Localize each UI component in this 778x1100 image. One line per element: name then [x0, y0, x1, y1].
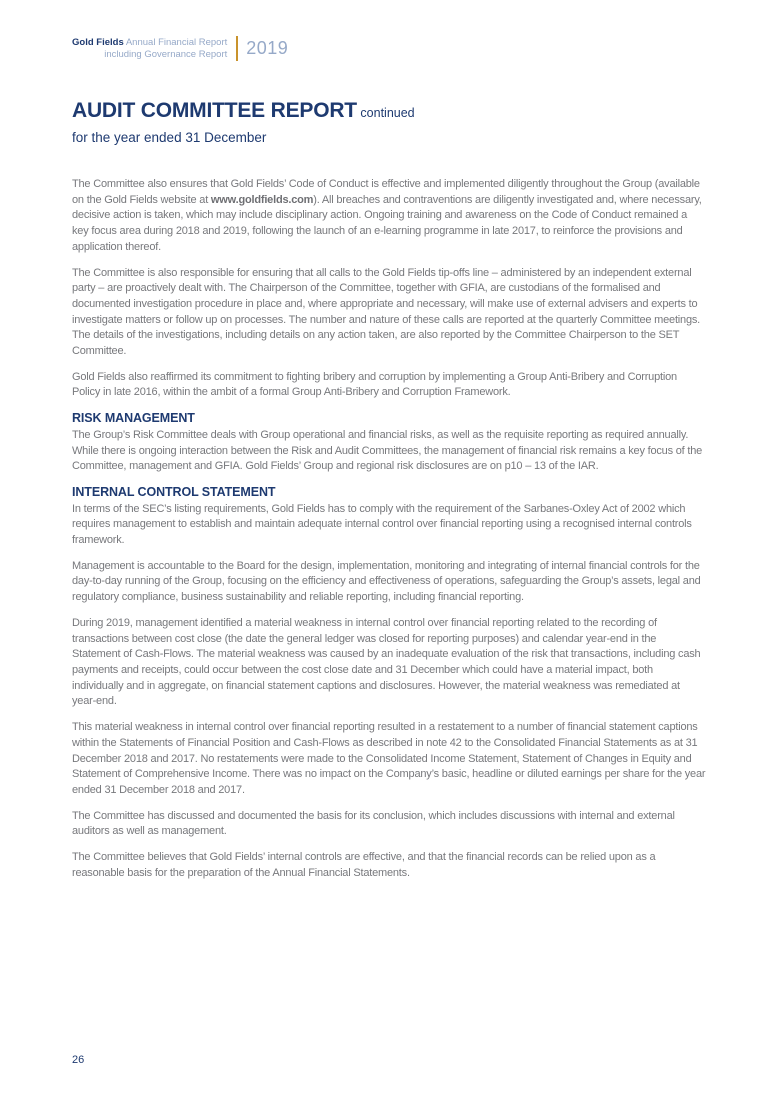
brand-text [72, 37, 227, 60]
paragraph-controls-effective: The Committee believes that Gold Fields’ internal controls are effective, and that the financial records can be relied upon as a reasonable basis for the preparation of the Annual Financial Statements. [72, 851, 656, 879]
brand-name: Gold Fields [72, 37, 124, 48]
page-title-main: AUDIT COMMITTEE REPORT [72, 99, 357, 122]
paragraph-management-accountable: Management is accountable to the Board for the design, implementation, monitoring and integrating of internal financial controls for the day-to-day running of the Group, focusing on the efficiency and effectiveness of operations, safeguarding the Group’s assets, legal and regulatory compliance, business sustainability and reliable reporting, including financial reporting. [72, 559, 701, 604]
section-heading-risk-management: RISK MANAGEMENT [72, 411, 195, 426]
paragraph-sec-listing-requirements: In terms of the SEC’s listing requirements, Gold Fields has to comply with the requirement of the Sarbanes-Oxley Act of 2002 which requires management to establish and maintain adequate internal control over financial reporting using a recognised internal controls framework. [72, 502, 692, 547]
report-header [72, 36, 288, 61]
paragraph-anti-bribery: Gold Fields also reaffirmed its commitment to fighting bribery and corruption by implementing a Group Anti-Bribery and Corruption Policy in late 2016, within the ambit of a formal Group Anti-Bribery and Corruption Framework. [72, 370, 677, 399]
paragraph-risk-committee: The Group’s Risk Committee deals with Group operational and financial risks, as well as the requisite reporting as required annually. While there is ongoing interaction between the Risk and Audit Committees, the management of financial risk remains a key focus of the Committee, management and GFIA. Gold Fields’ Group and regional risk disclosures are on p10 – 13 of the IAR. [72, 428, 703, 473]
page-title-continued: continued [356, 106, 415, 120]
paragraph-code-of-conduct [72, 177, 706, 256]
page-subtitle: for the year ended 31 December [72, 130, 267, 145]
paragraph-restatement: This material weakness in internal control over financial reporting resulted in a restatement to a number of financial statement captions within the Statements of Financial Position and Cash-Flows as described in note 42 to the Consolidated Financial Statements as at 31 December 2018 and 2017. No restatements were made to the Consolidated Income Statement, Statement of Changes in Equity and Statement of Comprehensive Income. There was no impact on the Company’s basic, headline or diluted earnings per share for the year ended 31 December 2018 and 2017. [72, 721, 706, 796]
title-block [72, 99, 718, 145]
paragraph-tip-offs-line: The Committee is also responsible for ensuring that all calls to the Gold Fields tip-offs line – administered by an independent external party – are proactively dealt with. The Chairperson of the Committee, together with GFIA, are custodians of the formalised and documented investigation procedure in place and, where appropriate and necessary, will make use of external advisers and experts to investigate matters or follow up on processes. The number and nature of these calls are reported at the quarterly Committee meetings. The details of the investigations, including details on any action taken, are also reported by the Committee Chairperson to the SET Committee. [72, 266, 701, 358]
brand-line-1 [72, 37, 227, 49]
body-text-column [72, 177, 706, 891]
report-year: 2019 [246, 38, 289, 58]
gold-divider [236, 36, 238, 61]
paragraph-basis-for-conclusion: The Committee has discussed and documented the basis for its conclusion, which includes discussions with internal and external auditors as well as management. [72, 809, 675, 838]
paragraph-text: The Committee also ensures that Gold Fields’ Code of Conduct is effective and implemented diligently throughout the Group (available on the Gold Fields website at [72, 178, 700, 206]
page-title [72, 99, 718, 123]
section-heading-internal-control-statement: INTERNAL CONTROL STATEMENT [72, 484, 276, 499]
paragraph-text: ). All breaches and contraventions are diligently investigated and, where necessary, decisive action is taken, which may include disciplinary action. Ongoing training and awareness on the Code of Conduct remained a key focus area during 2018 and 2019, following the launch of an e-learning programme in late 2017, to reinforce the provisions and application thereof. [72, 193, 702, 253]
brand-line-2: including Governance Report [104, 48, 228, 60]
page-number: 26 [72, 1054, 85, 1066]
brand-report-type: Annual Financial Report [123, 37, 228, 48]
goldfields-website-link[interactable]: www.goldfields.com [210, 193, 314, 206]
paragraph-material-weakness-identified: During 2019, management identified a material weakness in internal control over financial reporting related to the recording of transactions between cost close (the date the general ledger was closed for reporting purposes) and calendar year-end in the Statement of Cash-Flows. The material weakness was caused by an inadequate evaluation of the risk that transactions, including cash payments and receipts, could occur between the cost close date and 31 December which could have a material impact, both individually and in aggregate, on financial statement captions and disclosures. However, the material weakness was remediated at year-end. [72, 616, 701, 708]
